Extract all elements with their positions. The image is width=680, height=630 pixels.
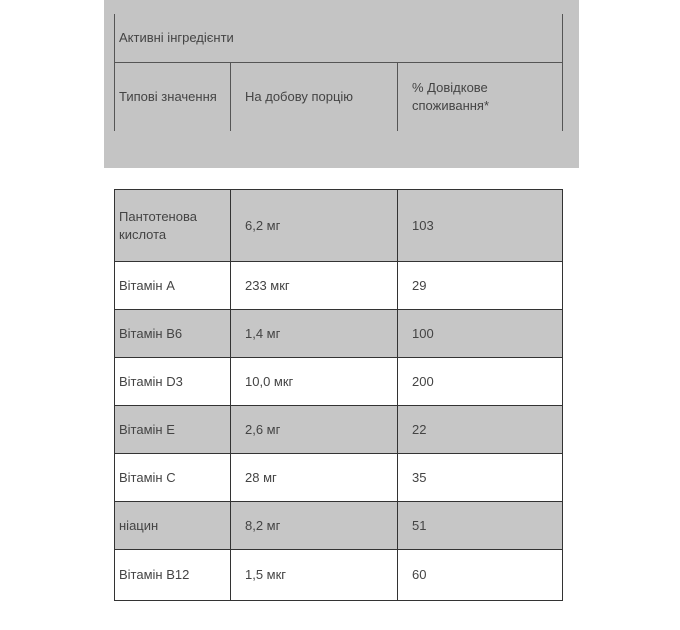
table-row — [115, 550, 563, 601]
nutrient-percent: 103 — [398, 190, 563, 262]
nutrient-percent: 200 — [398, 358, 563, 406]
nutrient-percent: 100 — [398, 310, 563, 358]
nutrient-name: Вітамін D3 — [115, 358, 231, 406]
nutrient-dose: 10,0 мкг — [231, 358, 398, 406]
nutrient-percent: 60 — [398, 550, 563, 601]
nutrient-name: Вітамін B6 — [115, 310, 231, 358]
nutrient-name: Вітамін A — [115, 262, 231, 310]
nutrient-name: Вітамін C — [115, 454, 231, 502]
nutrient-name: Вітамін E — [115, 406, 231, 454]
header-title-row — [115, 14, 563, 63]
table-row — [115, 358, 563, 406]
nutrient-dose: 28 мг — [231, 454, 398, 502]
nutrient-percent: 51 — [398, 502, 563, 550]
nutrient-name: ніацин — [115, 502, 231, 550]
nutrient-percent: 35 — [398, 454, 563, 502]
nutrient-name: Вітамін B12 — [115, 550, 231, 601]
nutrient-name: Пантотенова кислота — [115, 190, 231, 262]
column-header-typical: Типові значення — [115, 63, 231, 132]
nutrient-dose: 2,6 мг — [231, 406, 398, 454]
nutrient-dose: 1,4 мг — [231, 310, 398, 358]
nutrient-percent: 29 — [398, 262, 563, 310]
column-header-reference-intake: % Довідкове споживання* — [398, 63, 563, 132]
table-row — [115, 454, 563, 502]
nutrient-dose: 8,2 мг — [231, 502, 398, 550]
table-row — [115, 190, 563, 262]
nutrient-percent: 22 — [398, 406, 563, 454]
nutrient-table — [114, 189, 563, 601]
nutrient-dose: 233 мкг — [231, 262, 398, 310]
column-header-daily-dose: На добову порцію — [231, 63, 398, 132]
table-row — [115, 502, 563, 550]
table-row — [115, 406, 563, 454]
header-title: Активні інгредієнти — [115, 14, 563, 63]
header-table — [114, 14, 563, 131]
nutrient-dose: 1,5 мкг — [231, 550, 398, 601]
table-row — [115, 262, 563, 310]
nutrient-dose: 6,2 мг — [231, 190, 398, 262]
header-columns-row — [115, 63, 563, 132]
table-row — [115, 310, 563, 358]
